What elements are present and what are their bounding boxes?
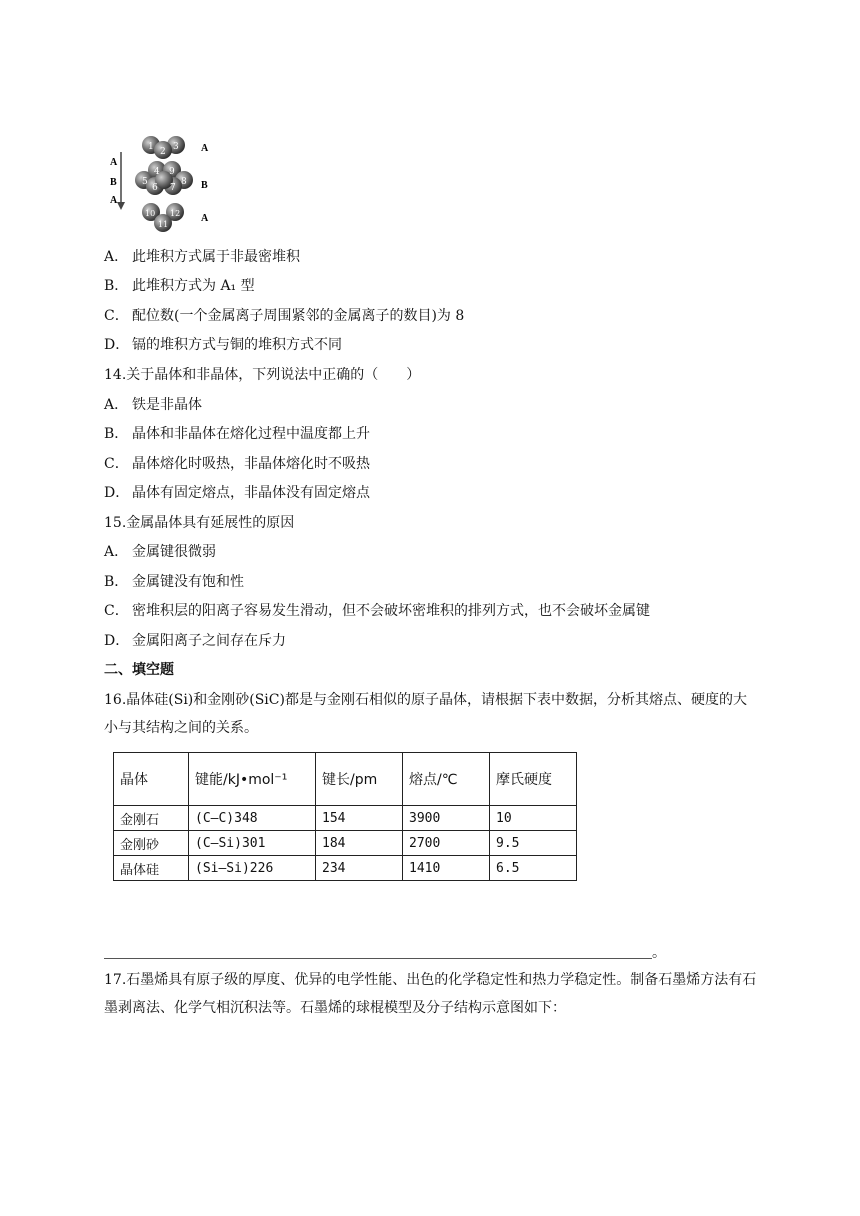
q17-stem: 17.石墨烯具有原子级的厚度、优异的电学性能、出色的化学稳定性和热力学稳定性。制备石墨烯方法有石墨剥离法、化学气相沉积法等。石墨烯的球棍模型及分子结构示意图如下： xyxy=(104,972,757,1016)
table-cell: 9.5 xyxy=(490,831,577,856)
ball-label-2: 2 xyxy=(160,147,166,157)
crystal-data-table xyxy=(113,752,577,881)
option-letter: A． xyxy=(104,249,129,265)
table-header-cell: 晶体 xyxy=(114,753,189,806)
q14-option-d xyxy=(104,483,370,503)
q13-option-b xyxy=(104,276,255,296)
q13-option-d xyxy=(104,335,342,355)
option-text: 晶体和非晶体在熔化过程中温度都上升 xyxy=(132,426,370,442)
q15-option-d xyxy=(104,631,286,651)
q14-stem: 14.关于晶体和非晶体，下列说法中正确的（ ） xyxy=(104,367,421,383)
ball-label-3: 3 xyxy=(173,142,179,152)
ball-label-11: 11 xyxy=(158,220,169,229)
left-label-a-bottom: A xyxy=(110,195,118,206)
right-label-a-top: A xyxy=(201,143,209,154)
stacking-figure xyxy=(104,130,224,235)
table-cell: (Si—Si)226 xyxy=(189,856,316,881)
option-letter: D． xyxy=(104,337,130,353)
ball-label-5: 5 xyxy=(142,177,148,187)
table-cell: 234 xyxy=(316,856,403,881)
table-cell: 金刚石 xyxy=(114,806,189,831)
table-cell: 3900 xyxy=(403,806,490,831)
ball-label-4: 4 xyxy=(154,167,160,177)
option-text: 金属键没有饱和性 xyxy=(132,574,244,590)
table-cell: 154 xyxy=(316,806,403,831)
table-row xyxy=(114,856,577,881)
option-text: 金属阳离子之间存在斥力 xyxy=(132,633,286,649)
option-letter: B． xyxy=(104,426,129,442)
table-cell: 晶体硅 xyxy=(114,856,189,881)
option-text: 金属键很微弱 xyxy=(132,544,216,560)
q15-option-c xyxy=(104,601,650,621)
section-title: 二、填空题 xyxy=(104,662,174,678)
q13-option-c xyxy=(104,306,464,326)
table-cell: (C—Si)301 xyxy=(189,831,316,856)
option-text: 镉的堆积方式与铜的堆积方式不同 xyxy=(132,337,342,353)
table-cell: 2700 xyxy=(403,831,490,856)
option-letter: D． xyxy=(104,485,130,501)
table-header-cell: 键长/pm xyxy=(316,753,403,806)
q14-option-b xyxy=(104,424,370,444)
q14-option-c xyxy=(104,454,370,474)
q14-option-a xyxy=(104,395,202,415)
table-header-cell: 熔点/℃ xyxy=(403,753,490,806)
table-row xyxy=(114,806,577,831)
option-letter: C． xyxy=(104,456,129,472)
table-cell: 金刚砂 xyxy=(114,831,189,856)
ball-label-7: 7 xyxy=(170,183,176,193)
option-letter: B． xyxy=(104,278,129,294)
q16-stem: 16.晶体硅(Si)和金刚砂(SiC)都是与金刚石相似的原子晶体，请根据下表中数据，分析其熔点、硬度的大小与其结构之间的关系。 xyxy=(104,692,747,736)
option-text: 此堆积方式属于非最密堆积 xyxy=(132,249,300,265)
option-letter: D． xyxy=(104,633,130,649)
layer-b xyxy=(135,161,193,195)
option-letter: C． xyxy=(104,308,129,324)
option-text: 此堆积方式为 A₁ 型 xyxy=(132,278,255,294)
option-text: 晶体有固定熔点，非晶体没有固定熔点 xyxy=(132,485,370,501)
option-text: 密堆积层的阳离子容易发生滑动，但不会破坏密堆积的排列方式，也不会破坏金属键 xyxy=(132,603,650,619)
ball-label-9: 9 xyxy=(169,167,175,177)
table-cell: 10 xyxy=(490,806,577,831)
table-cell: (C—C)348 xyxy=(189,806,316,831)
layer-a-top xyxy=(142,136,185,159)
option-letter: B． xyxy=(104,574,129,590)
q13-option-a xyxy=(104,247,300,267)
answer-blank-line[interactable] xyxy=(104,944,652,959)
stacking-diagram xyxy=(104,130,224,235)
q15-option-b xyxy=(104,572,244,592)
blank-end-mark: 。 xyxy=(652,945,666,961)
ball-label-12: 12 xyxy=(170,209,181,218)
right-label-a-bottom: A xyxy=(201,213,209,224)
ball-label-8: 8 xyxy=(181,177,187,187)
ball-label-6: 6 xyxy=(152,183,158,193)
option-letter: A． xyxy=(104,544,129,560)
table-header-cell: 摩氏硬度 xyxy=(490,753,577,806)
ball-label-10: 10 xyxy=(145,209,156,218)
q15-stem: 15.金属晶体具有延展性的原因 xyxy=(104,515,295,531)
option-text: 配位数(一个金属离子周围紧邻的金属离子的数目)为 8 xyxy=(132,308,465,324)
right-label-b: B xyxy=(201,180,208,191)
layer-a-bottom xyxy=(142,203,184,232)
option-text: 铁是非晶体 xyxy=(132,397,202,413)
table-header-cell: 键能/kJ•mol⁻¹ xyxy=(189,753,316,806)
ball-label-1: 1 xyxy=(148,142,154,152)
option-letter: A． xyxy=(104,397,129,413)
option-letter: C． xyxy=(104,603,129,619)
table-cell: 6.5 xyxy=(490,856,577,881)
table-header-row xyxy=(114,753,577,806)
table-cell: 1410 xyxy=(403,856,490,881)
option-text: 晶体熔化时吸热，非晶体熔化时不吸热 xyxy=(132,456,370,472)
left-label-a-top: A xyxy=(110,157,118,168)
left-label-b: B xyxy=(110,177,117,188)
table-cell: 184 xyxy=(316,831,403,856)
q15-option-a xyxy=(104,542,216,562)
table-row xyxy=(114,831,577,856)
